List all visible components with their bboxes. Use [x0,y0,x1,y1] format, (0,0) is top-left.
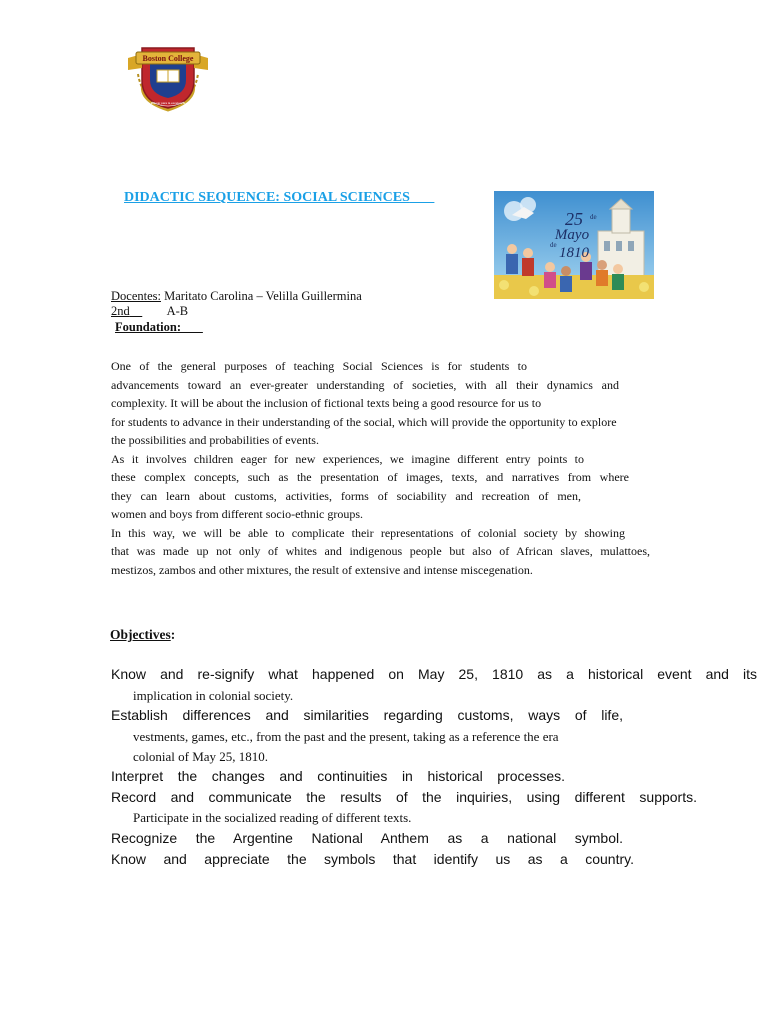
paragraph-line: the possibilities and probabilities of events. [111,433,319,447]
objective-item-continuation: vestments, games, etc., from the past and the present, taking as a reference the era [133,729,559,744]
logo-text: Boston College [142,54,194,63]
teachers-label: Docentes: [111,289,161,303]
title-underline-pad [410,190,435,205]
foundation-paragraph [111,357,651,579]
paragraph-line: these complex concepts, such as the presentation of images, texts, and narratives from where [111,470,629,484]
page-title-text: DIDACTIC SEQUENCE: SOCIAL SCIENCES [124,190,410,205]
paragraph-line: As it involves children eager for new experiences, we imagine different entry points to [111,451,584,466]
foundation-label: Foundation: [115,320,181,334]
paragraph-line: In this way, we will be able to complicate their representations of colonial society by showing [111,525,625,540]
objective-item: Know and re-signify what happened on May 25, 1810 as a historical event and its [111,666,757,682]
objective-item: Establish differences and similarities regarding customs, ways of life, [111,707,623,723]
objectives-colon: : [170,627,176,642]
paragraph-line: for students to advance in their understanding of the social, which will provide the opportunity to explore [111,414,617,429]
school-logo [124,40,212,112]
foundation-heading [115,320,203,335]
paragraph-line: advancements toward an ever-greater understanding of societies, with all their dynamics and [111,377,619,392]
teachers-line [111,289,362,304]
grade-label: 2nd [111,304,130,318]
paragraph-line: women and boys from different socio-ethnic groups. [111,507,364,521]
objectives-heading [110,627,175,643]
grade-gap [142,304,166,318]
teachers-names: Maritato Carolina – Velilla Guillermina [160,289,362,303]
grade-line [111,304,188,319]
illus-de-1: de [590,213,597,221]
illus-day: 25 [565,209,583,229]
objective-item: Know and appreciate the symbols that identify us as a country. [111,851,634,867]
illus-year: 1810 [559,245,589,261]
illus-de-2: de [550,241,557,249]
may-25-illustration [494,191,654,299]
paragraph-line: One of the general purposes of teaching Social Sciences is for students to [111,359,527,373]
objective-item: Record and communicate the results of the inquiries, using different supports. [111,789,697,805]
paragraph-line: that was made up not only of whites and indigenous people but also of African slaves, mulattoes, [111,544,650,558]
grade-sections: A-B [166,304,189,318]
paragraph-line: they can learn about customs, activities, forms of sociability and recreation of men, [111,488,581,503]
objective-item: Recognize the Argentine National Anthem as a national symbol. [111,830,623,846]
objectives-label: Objectives [110,627,171,642]
objective-item-continuation: colonial of May 25, 1810. [133,749,269,764]
foundation-underline-pad [181,320,203,334]
objective-item-continuation: Participate in the socialized reading of different texts. [133,810,412,825]
logo-motto: Educar para la excelencia [150,101,186,105]
page-title [124,190,434,206]
grade-underline-pad [130,304,143,318]
illus-month: Mayo [554,227,590,243]
paragraph-line: complexity. It will be about the inclusion of fictional texts being a good resource for us to [111,396,542,410]
objective-item: Interpret the changes and continuities in historical processes. [111,768,565,784]
paragraph-line: mestizos, zambos and other mixtures, the result of extensive and intense miscegenation. [111,562,533,577]
objective-item-continuation: implication in colonial society. [133,688,294,703]
